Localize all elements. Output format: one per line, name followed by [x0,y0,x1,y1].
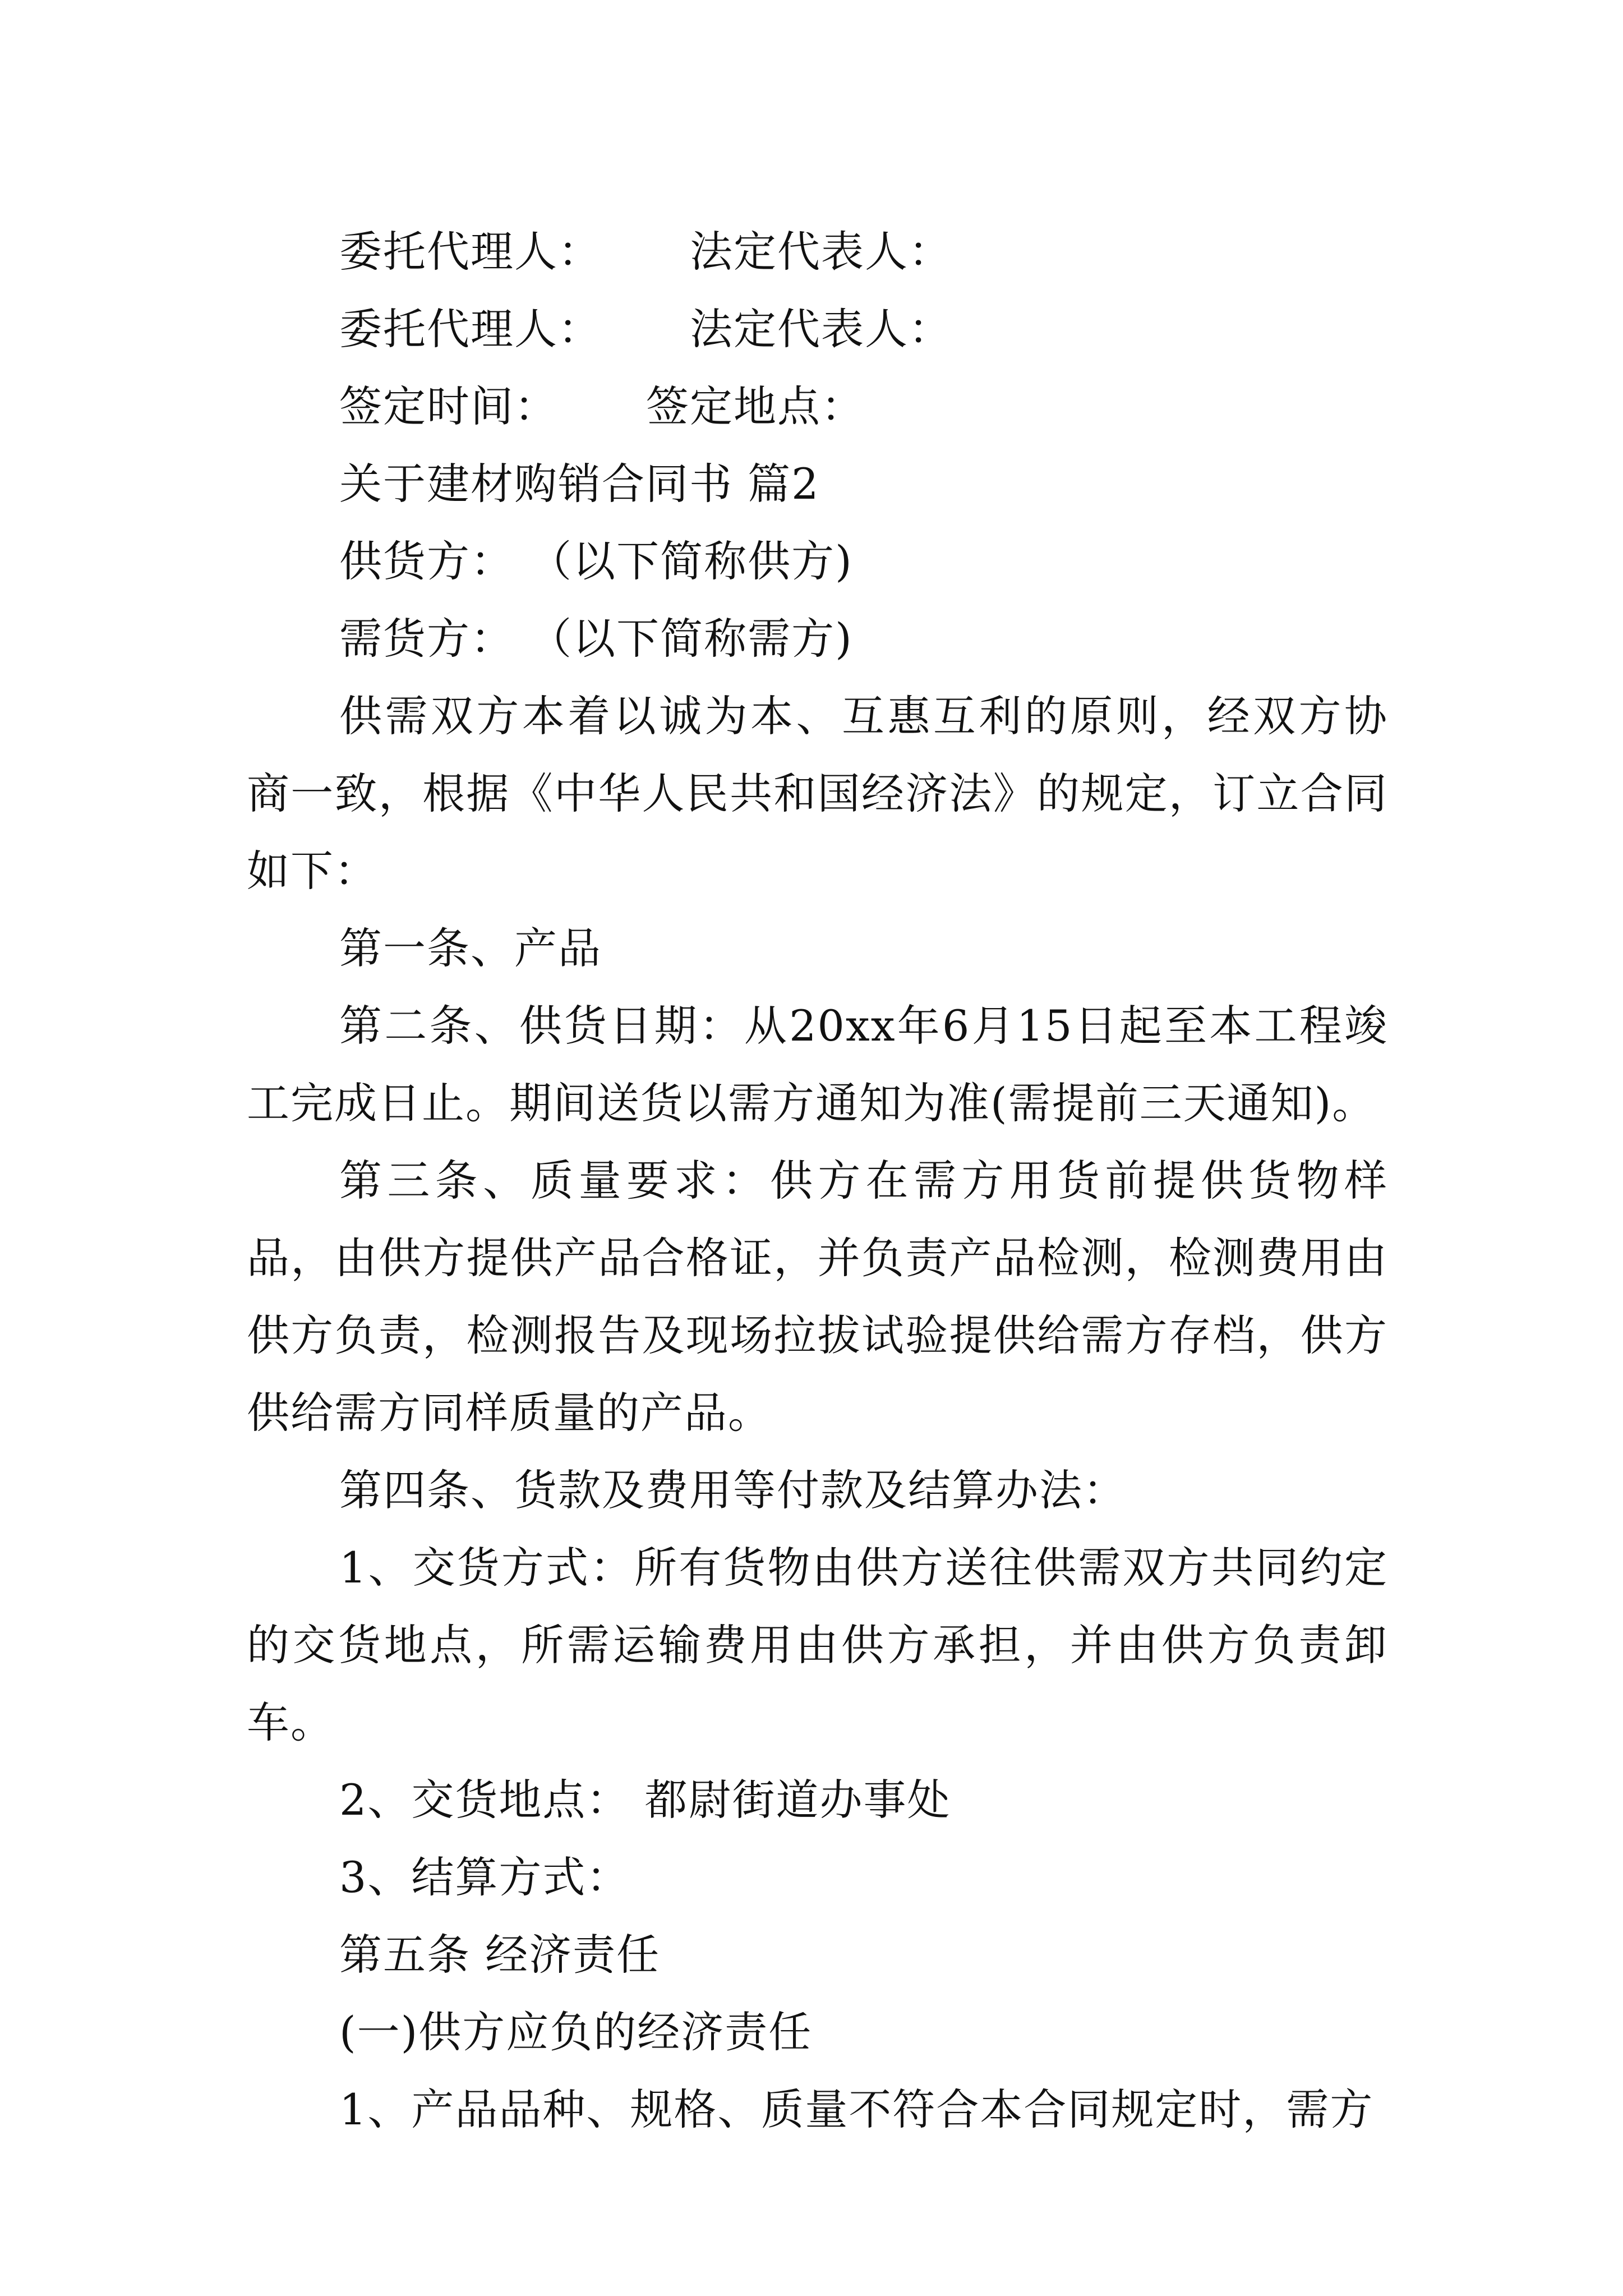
article-3-paragraph: 第三条、质量要求：供方在需方用货前提供货物样品，由供方提供产品合格证，并负责产品检测，检测费用由供方负责，检测报告及现场拉拔试验提供给需方存档，供方供给需方同样质量的产品。 [247,1156,1388,1438]
signature-line-agent-1: 委托代理人： 法定代表人： [339,227,952,277]
signing-time-place: 签定时间： 签定地点： [339,381,865,431]
supplier-liability-heading: (一)供方应负的经济责任 [339,2007,813,2057]
article-1-heading: 第一条、产品 [339,923,602,973]
document-body [247,213,1388,2148]
supplier-line: 供货方： （以下简称供方) [339,536,853,586]
article-4-heading: 第四条、货款及费用等付款及结算办法： [339,1465,1127,1515]
buyer-line: 需货方： （以下简称需方) [339,614,853,664]
settlement-method-paragraph: 3、结算方式： [339,1852,630,1902]
delivery-location-paragraph: 2、交货地点： 都尉街道办事处 [339,1775,951,1825]
preamble-paragraph: 供需双方本着以诚为本、互惠互利的原则，经双方协商一致，根据《中华人民共和国经济法》的规定，订立合同如下： [247,691,1388,896]
delivery-method-paragraph: 1、交货方式：所有货物由供方送往供需双方共同约定的交货地点，所需运输费用由供方承担，并由供方负责卸车。 [247,1543,1388,1747]
liability-item-1: 1、产品品种、规格、质量不符合本合同规定时，需方 [339,2085,1374,2134]
signature-line-agent-2: 委托代理人： 法定代表人： [339,304,952,354]
section-title: 关于建材购销合同书 篇2 [339,459,820,509]
article-2-paragraph: 第二条、供货日期：从20xx年6月15日起至本工程竣工完成日止。期间送货以需方通知为准(需提前三天通知)。 [247,1001,1388,1128]
article-5-heading: 第五条 经济责任 [339,1930,661,1980]
